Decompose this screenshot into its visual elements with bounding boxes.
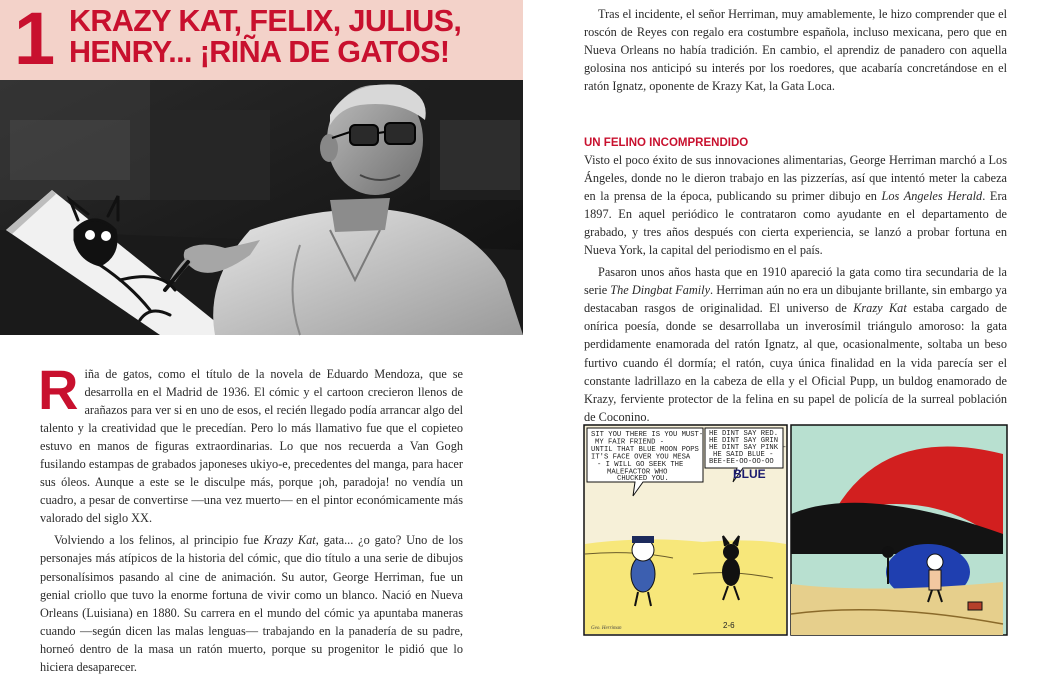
right-paragraph-2-text-a: Visto el poco éxito de sus innovaciones alimentarias, George Herriman marchó a Los Ángeles, donde no le dieron trabajo en las pizzerías, así que intentó meter la cabeza en la prensa de la época, publicando su primer dibujo en — [584, 153, 1007, 204]
balloon-1-line-4: IT'S FACE OVER YOU MESA — [591, 453, 691, 462]
chapter-title — [69, 6, 519, 68]
section-heading: UN FELINO INCOMPRENDIDO — [584, 137, 749, 149]
chapter-number: 1 — [14, 0, 53, 80]
panel-number: 2-6 — [723, 621, 735, 630]
balloon-1-line-1: SIT YOU THERE IS YOU MUST- — [591, 431, 704, 439]
balloon-1-line-6: MALEFACTOR WHO — [607, 468, 668, 477]
balloon-2-line-4: HE SAID BLUE - — [713, 451, 774, 459]
balloon-1-line-3: UNTIL THAT BLUE MOON POPS — [591, 446, 699, 454]
dingbat-family-italic: The Dingbat Family — [610, 283, 711, 298]
comic-panel-2 — [791, 425, 1007, 635]
krazy-kat-italic-2: Krazy Kat — [853, 301, 907, 316]
chapter-title-line-1: KRAZY KAT, FELIX, JULIUS, — [69, 4, 462, 38]
left-paragraph-2 — [40, 531, 463, 675]
chapter-title-band — [0, 0, 523, 80]
balloon-2-blue: BLUE — [733, 467, 766, 481]
right-page-section — [584, 136, 1007, 430]
balloon-2-line-2: HE DINT SAY GRIN — [709, 437, 779, 445]
right-paragraph-1: Tras el incidente, el señor Herriman, muy amablemente, le hizo comprender que el roscón de Reyes con regalo era costumbre española, incluso mexicana, pero que en Nueva Orleans no había tradición. En cambio, el aprendiz de panadero con aquella golosina nos anticipó su interés por los roedores, que acabaría concretándose en el ratón Ignatz, oponente de Krazy Kat, la Gata Loca. — [584, 7, 1007, 94]
comic-strip-illustration — [583, 424, 1008, 636]
comic-panel-1 — [584, 425, 787, 635]
left-paragraph-2-text-b: , gata... ¿o gato? Uno de los personajes más atípicos de la historia del cómic, que dio título a una serie de dibujos personalísimos pasando al cine de animación. Su autor, George Herriman, fue un genial criollo que tuvo la enorme fortuna de vivir como un blanco. Nació en Nueva Orleans (Luisiana) en 1880. Su carrera en el mundo del cómic ya apuntaba maneras cuando —según dicen las malas lenguas— trabajando en la panadería de su padre, horneó dentro de la masa un ratón muerto, porque su progenitor le pidió que lo hiciera desaparecer. — [40, 533, 463, 674]
right-paragraph-3 — [584, 263, 1007, 425]
balloon-2-line-3: HE DINT SAY PINK - — [709, 444, 787, 452]
chapter-title-line-2: HENRY... ¡RIÑA DE GATOS! — [69, 35, 450, 69]
right-paragraph-2-text-b: . Era 1897. En aquel periódico le contrataron como ayudante en el departamento de grabado, y tres años después con cierta experiencia, se lanzó a probar fortuna en Nueva York, la capital del periodismo en el país. — [584, 189, 1007, 258]
balloon-1-line-5: - I WILL GO SEEK THE — [597, 461, 684, 469]
drop-cap: R — [38, 358, 79, 421]
artist-signature: Geo. Herriman — [591, 626, 622, 631]
herriman-photo — [0, 80, 523, 335]
balloon-1-line-2: MY FAIR FRIEND - — [595, 438, 665, 447]
right-paragraph-2 — [584, 151, 1007, 259]
right-page-intro — [584, 5, 1007, 99]
balloon-2-line-5: BEE-EE-OO-OO-OO — [709, 458, 774, 466]
right-paragraph-3-text-a: Pasaron unos años hasta que en 1910 apareció la gata como tira secundaria de la serie — [584, 265, 1007, 298]
left-page-body — [38, 358, 463, 680]
left-paragraph-2-text-a: Volviendo a los felinos, al principio fue — [54, 533, 264, 548]
krazy-kat-italic: Krazy Kat — [263, 533, 316, 548]
balloon-1-line-7: CHUCKED YOU. — [617, 475, 669, 483]
krazy-kat-comic-strip — [583, 424, 1008, 636]
right-paragraph-3-text-c: estaba cargado de onírica poesía, donde se desarrollaba un inverosímil triángulo amoroso: la gata perdidamente enamorada del ratón Ignatz, al que, ocasionalmente, soltaba un beso furtivo cuando él dormía; el ratón, cuya única finalidad en la vida parecía ser el constante ladrillazo en la cabeza de ella y el Oficial Pupp, un buldog enamorado de Krazy, ferviente protector de la felina en su papel de policía de la surreal población de Coconino. — [584, 301, 1007, 424]
la-herald-italic: Los Angeles Herald — [881, 189, 983, 204]
left-paragraph-1-text: iña de gatos, como el título de la novela de Eduardo Mendoza, que se desarrolla en el Madrid de 1936. El cómic y el cartoon crecieron llenos de arañazos para ver si en uno de esos, el recién llegado podía arrancar algo del talento y la creatividad que le precedían. Pero lo más llamativo fue que el copieteo estuvo en manos de figuras extraordinarias. Lo que nos recuerda a Van Gogh fusilando estampas de grabados japoneses ukiyo-e, precedentes del manga, para hacer sus óleos. Aunque a este se le disculpe más, porque ¡oh, paradoja! no vendía un cuadro, a pesar de convertirse —una vez muerto— en el pintor económicamente más valorado del siglo XX. — [40, 367, 463, 526]
balloon-2-line-1: HE DINT SAY RED. — [709, 430, 779, 438]
right-paragraph-3-text-b: . Herriman aún no era un dibujante brillante, sin embargo ya destacaban rasgos de originalidad. El universo de — [584, 283, 1007, 316]
herriman-photo-illustration — [0, 80, 523, 335]
left-paragraph-1 — [38, 358, 463, 527]
